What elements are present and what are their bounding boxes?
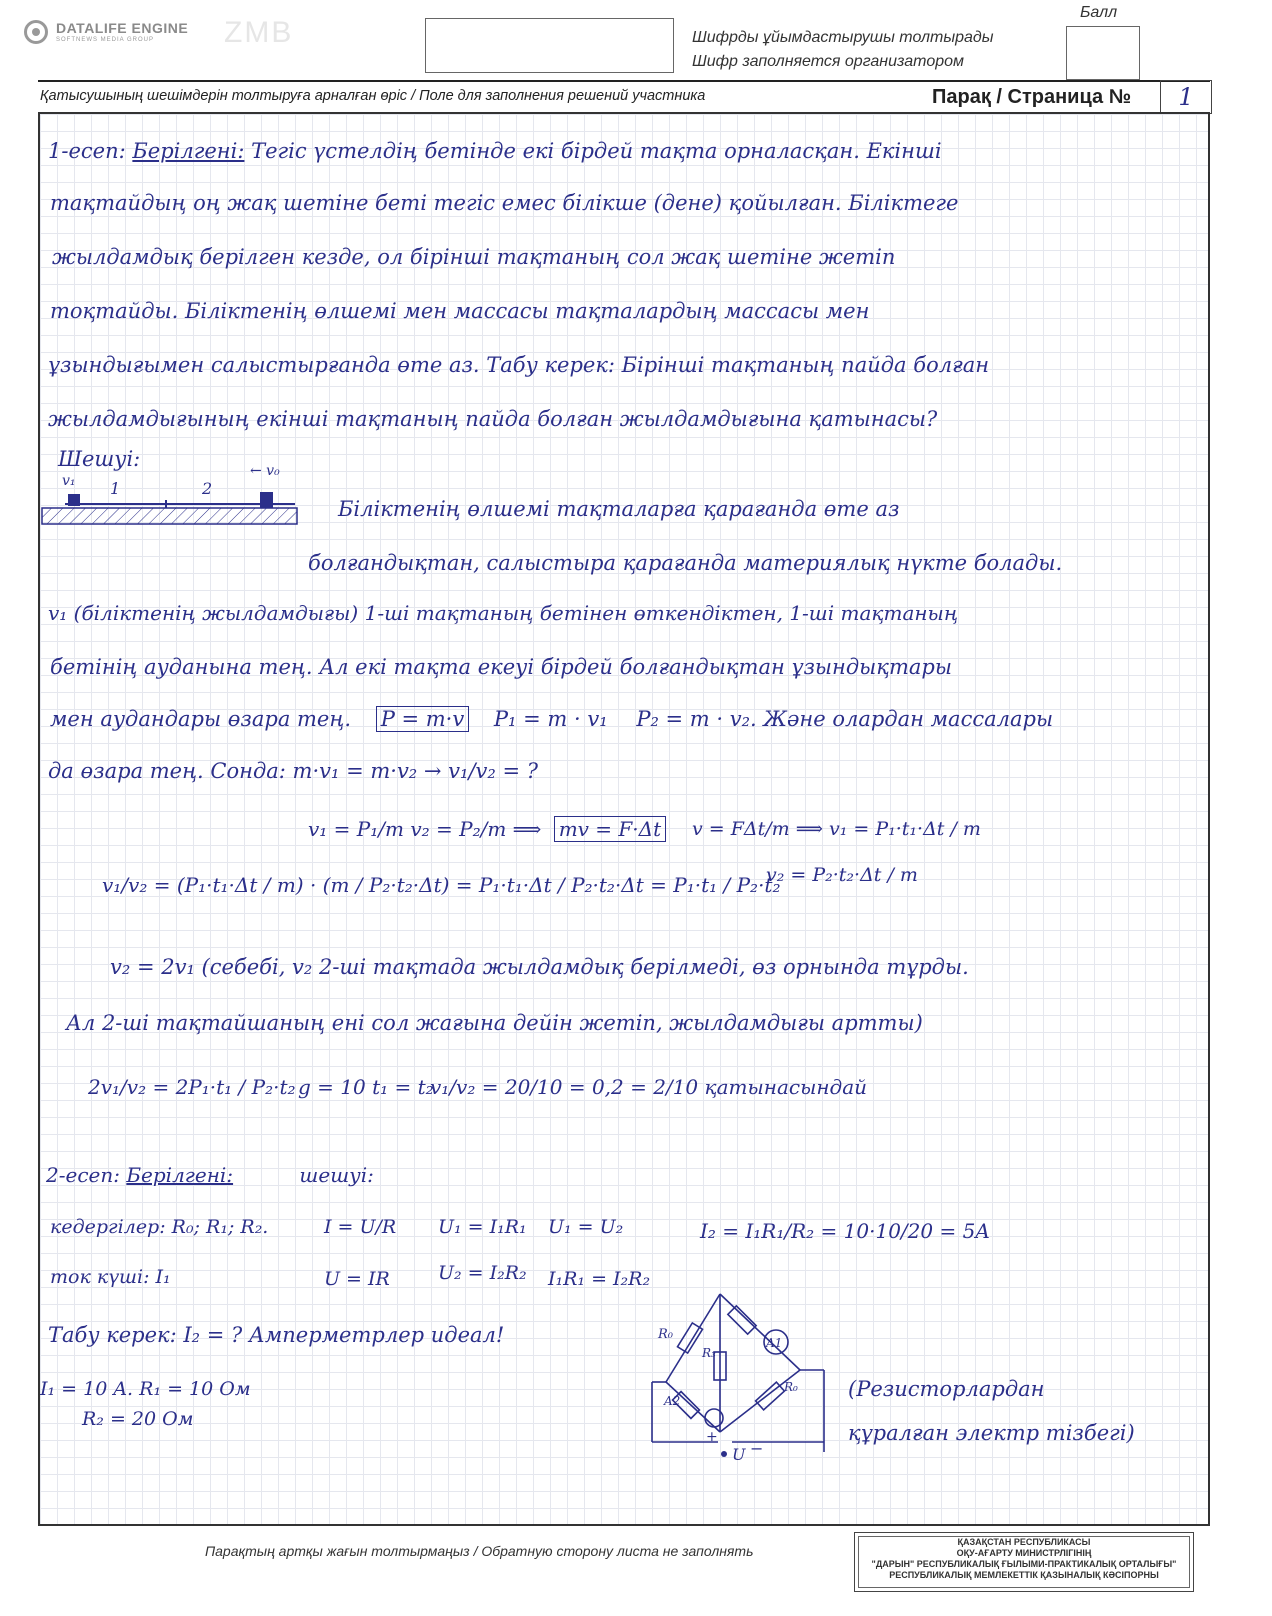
problem2-resistances: кедергілер: R₀; R₁; R₂. (50, 1216, 269, 1238)
problem2-header (46, 1162, 374, 1188)
diagram-label-board-2: 2 (202, 479, 213, 498)
field-title: Қатысушының шешімдерін толтыруға арналған өріс / Поле для заполнения решений участника (40, 88, 706, 104)
circuit-label-r3: R₃ (702, 1346, 716, 1360)
page-header (38, 80, 1210, 110)
stamp-inner-border (858, 1536, 1190, 1588)
logo-subtitle: SOFTNEWS MEDIA GROUP (56, 37, 155, 43)
header-divider (38, 80, 1210, 82)
watermark: ZMB (224, 16, 294, 49)
problem2-values-1: I₁ = 10 A. R₁ = 10 Ом (40, 1378, 251, 1400)
circuit-label-a2: A2 (664, 1394, 681, 1408)
answer-field (38, 112, 1210, 1526)
stamp-line-4: РЕСПУБЛИКАЛЫҚ МЕМЛЕКЕТТІК ҚАЗЫНАЛЫҚ КӘСІПОРНЫ (889, 1570, 1159, 1580)
ohm-law-2: U = IR (324, 1268, 390, 1290)
page-number: 1 (1160, 80, 1212, 114)
line-v2: v₂ = 2v₁ (себебі, v₂ 2-ші тақтада жылдамдық берілмеді, өз орнында тұрды. (110, 955, 969, 979)
voltage-u1: U₁ = I₁R₁ (438, 1216, 527, 1238)
problem1-line-5: ұзындығымен салыстырғанда өте аз. Табу керек: Бірінші тақтаның пайда болған (48, 353, 990, 377)
explain-line-6: да өзара тең. Сонда: m·v₁ = m·v₂ → v₁/v₂ = ? (48, 759, 539, 783)
circuit-label-u: U (732, 1445, 746, 1464)
circuit-label-a1: A1 (766, 1336, 783, 1350)
stamp-line-1: ҚАЗАҚСТАН РЕСПУБЛИКАСЫ (957, 1537, 1091, 1547)
current-equality: I₁R₁ = I₂R₂ (548, 1268, 651, 1290)
problem1-line-2: тақтайдың оң жақ шетіне беті тегіс емес білікше (дене) қойылған. Біліктеге (50, 191, 959, 215)
logo-icon (24, 20, 48, 44)
momentum-formula-box: P = m·v (376, 706, 470, 732)
diagram-label-v1: v₁ (62, 473, 76, 489)
datalife-logo (24, 20, 188, 44)
problem1-line-4: тоқтайды. Біліктенің өлшемі мен массасы тақталардың массасы мен (50, 299, 870, 323)
velocity-eq: v₁ = P₁/m v₂ = P₂/m ⟹ (308, 817, 542, 841)
boards-diagram (40, 463, 310, 544)
cipher-box (425, 18, 674, 73)
score-label: Балл (1080, 4, 1118, 21)
logo-title: DATALIFE ENGINE (56, 20, 189, 36)
voltage-u2: U₂ = I₂R₂ (438, 1262, 527, 1284)
score-box (1066, 26, 1140, 80)
velocity-formulas (308, 816, 666, 842)
ratio-equation: v₁/v₂ = (P₁·t₁·Δt / m) · (m / P₂·t₂·Δt) = P₁·t₁·Δt / P₂·t₂·Δt = P₁·t₁ / P₂·t₂ (102, 873, 781, 897)
final-eq-mid: g = 10 t₁ = t₂ (298, 1075, 434, 1099)
cipher-caption-ru: Шифр заполняется организатором (692, 53, 964, 70)
problem1-line-1 (48, 138, 942, 164)
problem2-find: Табу керек: I₂ = ? Амперметрлер идеал! (48, 1323, 505, 1347)
circuit-diagram (640, 1282, 840, 1492)
problem2-current: ток күші: I₁ (50, 1266, 171, 1288)
problem2-solution-label: шешуі: (299, 1163, 374, 1187)
explain-line-2: болғандықтан, салыстыра қарағанда материялық нүкте болады. (308, 551, 1063, 575)
velocity-right-2: v₂ = P₂·t₂·Δt / m (766, 864, 918, 886)
circuit-label-minus: − (750, 1439, 764, 1458)
final-eq-left: 2v₁/v₂ = 2P₁·t₁ / P₂·t₂ (88, 1075, 296, 1099)
final-eq-right: v₁/v₂ = 20/10 = 0,2 = 2/10 қатынасындай (430, 1075, 868, 1099)
solution-label: Шешуі: (58, 447, 141, 471)
boards-diagram-svg (40, 474, 310, 544)
circuit-label-r0-right: R₀ (784, 1380, 798, 1394)
problem2-values-2: R₂ = 20 Ом (82, 1408, 194, 1430)
stamp-line-2: ОҚУ-АҒАРТУ МИНИСТРЛІГІНІҢ (956, 1548, 1092, 1558)
problem2-answer: I₂ = I₁R₁/R₂ = 10·10/20 = 5A (700, 1219, 990, 1243)
momentum-p2: P₂ = m · v₂. Және олардан массалары (636, 707, 1054, 731)
stamp-line-3: "ДАРЫН" РЕСПУБЛИКАЛЫҚ ҒЫЛЫМИ-ПРАКТИКАЛЫҚ ОРТАЛЫҒЫ" (871, 1559, 1177, 1569)
cipher-caption (692, 26, 994, 74)
explain-line-5 (50, 706, 1053, 732)
circuit-caption-2: құралған электр тізбегі) (848, 1421, 1135, 1445)
problem1-line-3: жылдамдық берілген кезде, ол бірінші тақтаның сол жақ шетіне жетіп (52, 245, 896, 269)
diagram-label-board-1: 1 (110, 479, 121, 498)
circuit-caption-1: (Резисторлардан (848, 1377, 1045, 1401)
impulse-formula-box: mv = F·Δt (554, 816, 666, 842)
explain-line-1: Біліктенің өлшемі тақталарға қарағанда өте аз (338, 497, 900, 521)
problem2-given: Берілгені: (126, 1163, 234, 1187)
page-label: Парақ / Страница № (932, 86, 1131, 108)
velocity-right-1: v = FΔt/m ⟹ v₁ = P₁·t₁·Δt / m (692, 818, 981, 840)
problem1-given: Берілгені: (132, 139, 245, 163)
circuit-label-r0-left: R₀ (658, 1327, 673, 1342)
problem1-text-0: Тегіс үстелдің бетінде екі бірдей тақта орналасқан. Екінші (251, 139, 942, 163)
line-al: Ал 2-ші тақтайшаның ені сол жағына дейін жетіп, жылдамдығы артты) (66, 1011, 923, 1035)
explain-line-4: бетінің ауданына тең. Ал екі тақта екеуі бірдей болғандықтан ұзындықтары (50, 655, 952, 679)
footer-note: Парақтың артқы жағын толтырмаңыз / Обратную сторону листа не заполнять (205, 1543, 754, 1559)
momentum-p1: P₁ = m · v₁ (493, 707, 608, 731)
circuit-label-plus: + (706, 1429, 718, 1445)
problem1-title: 1-есеп: (48, 139, 126, 163)
cipher-caption-kz: Шифрды ұйымдастырушы толтырады (692, 29, 994, 46)
problem2-title: 2-есеп: (46, 1163, 120, 1187)
ohm-law-1: I = U/R (324, 1216, 397, 1238)
explain-line-3: v₁ (біліктенің жылдамдығы) 1-ші тақтаның бетінен өткендіктен, 1-ші тақтаның (48, 601, 959, 625)
voltage-equality: U₁ = U₂ (548, 1216, 624, 1238)
explain-line-5-text: мен аудандары өзара тең. (50, 707, 351, 731)
problem1-line-6: жылдамдығының екінші тақтаның пайда болған жылдамдығына қатынасы? (48, 407, 938, 431)
institution-stamp (854, 1532, 1194, 1592)
diagram-label-v0: ← v₀ (250, 463, 280, 479)
